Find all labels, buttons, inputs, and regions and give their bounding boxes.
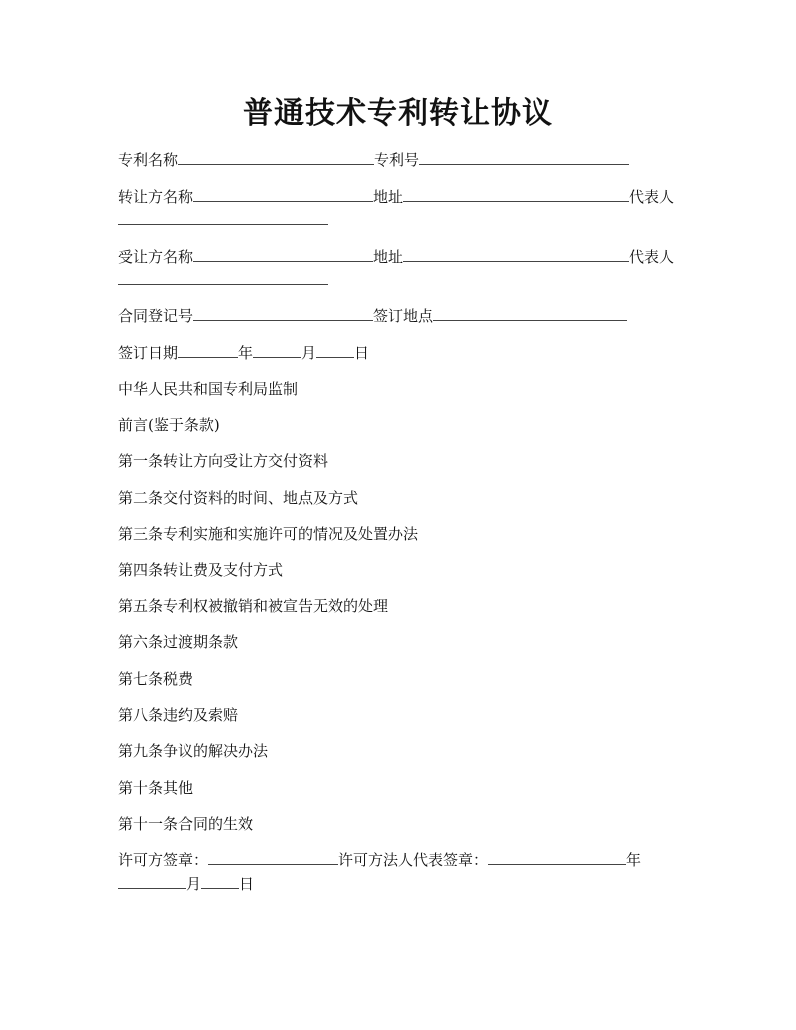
signature-day-blank[interactable] [201, 874, 239, 889]
signature-date-row [118, 874, 254, 894]
section-10: 第十条其他 [118, 779, 194, 797]
transferor-name-blank[interactable] [193, 187, 373, 202]
licensor-sign-label: 许可方签章： [118, 851, 209, 869]
transferor-row [118, 187, 674, 207]
signature-month-blank[interactable] [118, 874, 186, 889]
section-4: 第四条转让费及支付方式 [118, 561, 284, 579]
transferee-row [118, 247, 674, 267]
section-1: 第一条转让方向受让方交付资料 [118, 452, 329, 470]
section-preamble: 前言(鉴于条款) [118, 416, 220, 434]
patent-name-blank[interactable] [178, 150, 374, 165]
section-7: 第七条税费 [118, 670, 194, 688]
signature-day-label: 日 [239, 875, 255, 893]
transferee-name-blank[interactable] [193, 247, 373, 262]
signature-row [118, 850, 641, 870]
signature-month-label: 月 [186, 875, 202, 893]
transferee-name-label: 受让方名称 [118, 248, 194, 266]
patent-info-row [118, 150, 629, 170]
sign-year-blank[interactable] [178, 343, 238, 358]
section-3: 第三条专利实施和实施许可的情况及处置办法 [118, 525, 419, 543]
transferee-representative-label: 代表人 [629, 248, 675, 266]
transferor-representative-label: 代表人 [629, 188, 675, 206]
transferee-address-blank[interactable] [403, 247, 629, 262]
sign-date-label: 签订日期 [118, 344, 179, 362]
transferor-rep-row [118, 210, 328, 230]
contract-info-row [118, 306, 627, 326]
patent-no-blank[interactable] [419, 150, 629, 165]
transferor-representative-blank[interactable] [118, 210, 328, 225]
sign-place-blank[interactable] [433, 306, 627, 321]
section-5: 第五条专利权被撤销和被宣告无效的处理 [118, 597, 389, 615]
licensor-legal-rep-sign-blank[interactable] [488, 850, 626, 865]
sign-date-row [118, 343, 369, 363]
contract-reg-no-blank[interactable] [193, 306, 373, 321]
section-6: 第六条过渡期条款 [118, 633, 239, 651]
patent-no-label: 专利号 [374, 151, 420, 169]
section-9: 第九条争议的解决办法 [118, 742, 269, 760]
transferor-address-blank[interactable] [403, 187, 629, 202]
transferee-representative-blank[interactable] [118, 270, 328, 285]
transferor-name-label: 转让方名称 [118, 188, 194, 206]
transferee-rep-row [118, 270, 328, 290]
section-2: 第二条交付资料的时间、地点及方式 [118, 489, 359, 507]
section-11: 第十一条合同的生效 [118, 815, 254, 833]
patent-name-label: 专利名称 [118, 151, 179, 169]
section-8: 第八条违约及索赔 [118, 706, 239, 724]
sign-month-blank[interactable] [253, 343, 301, 358]
year-label: 年 [238, 344, 254, 362]
document-title: 普通技术专利转让协议 [243, 96, 553, 131]
transferor-address-label: 地址 [373, 188, 404, 206]
signature-year-label: 年 [626, 851, 642, 869]
sign-day-blank[interactable] [316, 343, 354, 358]
contract-reg-no-label: 合同登记号 [118, 307, 194, 325]
transferee-address-label: 地址 [373, 248, 404, 266]
month-label: 月 [301, 344, 317, 362]
sign-place-label: 签订地点 [373, 307, 434, 325]
supervision-text: 中华人民共和国专利局监制 [118, 380, 299, 398]
licensor-legal-rep-sign-label: 许可方法人代表签章： [338, 851, 489, 869]
licensor-sign-blank[interactable] [208, 850, 338, 865]
day-label: 日 [354, 344, 370, 362]
